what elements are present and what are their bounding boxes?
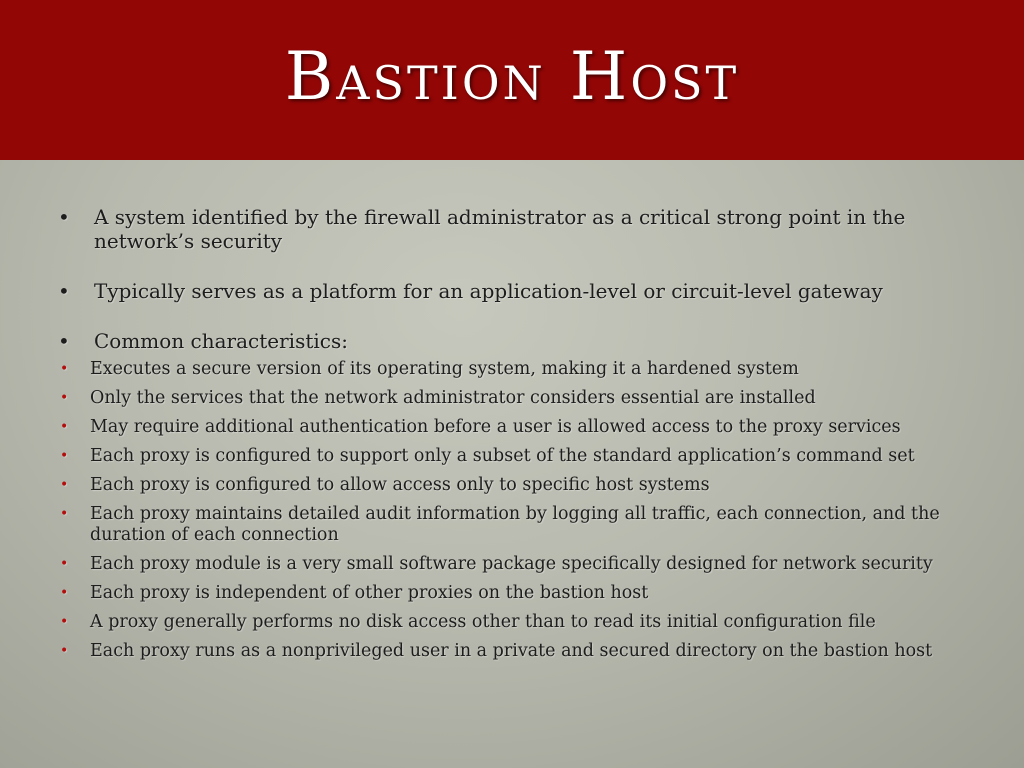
bullet-text: Common characteristics: [94, 329, 348, 353]
sub-bullet-icon: • [60, 614, 69, 630]
bullet-item [58, 279, 978, 303]
slide-content [58, 205, 978, 670]
sub-bullet-item [22, 446, 978, 467]
bullet-icon: • [58, 279, 70, 303]
sub-bullet-icon: • [60, 506, 69, 522]
sub-bullet-item [22, 612, 978, 633]
sub-bullet-text: Each proxy runs as a nonprivileged user in a private and secured directory on the bastion host [90, 641, 933, 661]
sub-bullet-icon: • [60, 556, 69, 572]
sub-bullet-text: Each proxy is configured to allow access only to specific host systems [90, 475, 710, 495]
slide-title: Bastion Host [284, 37, 740, 115]
bullet-text: A system identified by the firewall administrator as a critical strong point in the network’s security [94, 205, 906, 253]
sub-bullet-item [22, 504, 978, 546]
sub-bullet-item [22, 359, 978, 380]
sub-bullet-item [22, 583, 978, 604]
sub-bullet-icon: • [60, 419, 69, 435]
sub-bullet-icon: • [60, 585, 69, 601]
sub-bullet-icon: • [60, 361, 69, 377]
sub-bullet-list [22, 359, 978, 662]
sub-bullet-text: May require additional authentication before a user is allowed access to the proxy services [90, 417, 901, 437]
sub-bullet-item [22, 641, 978, 662]
sub-bullet-item [22, 475, 978, 496]
sub-bullet-icon: • [60, 477, 69, 493]
sub-bullet-icon: • [60, 390, 69, 406]
title-bar [0, 0, 1024, 160]
sub-bullet-item [22, 388, 978, 409]
sub-bullet-icon: • [60, 643, 69, 659]
sub-bullet-text: Each proxy module is a very small software package specifically designed for network security [90, 554, 933, 574]
sub-bullet-text: Each proxy is configured to support only a subset of the standard application’s command set [90, 446, 915, 466]
sub-bullet-text: A proxy generally performs no disk access other than to read its initial configuration file [90, 612, 876, 632]
sub-bullet-text: Only the services that the network administrator considers essential are installed [90, 388, 816, 408]
bullet-icon: • [58, 205, 70, 229]
bullet-item [58, 205, 978, 253]
sub-bullet-text: Each proxy maintains detailed audit information by logging all traffic, each connection, and the duration of each connection [90, 504, 940, 545]
bullet-item [58, 329, 978, 353]
sub-bullet-item [22, 417, 978, 438]
bullet-list [58, 205, 978, 353]
sub-bullet-item [22, 554, 978, 575]
bullet-icon: • [58, 329, 70, 353]
sub-bullet-icon: • [60, 448, 69, 464]
sub-bullet-text: Executes a secure version of its operating system, making it a hardened system [90, 359, 799, 379]
bullet-text: Typically serves as a platform for an application-level or circuit-level gateway [94, 279, 883, 303]
sub-bullet-text: Each proxy is independent of other proxies on the bastion host [90, 583, 649, 603]
